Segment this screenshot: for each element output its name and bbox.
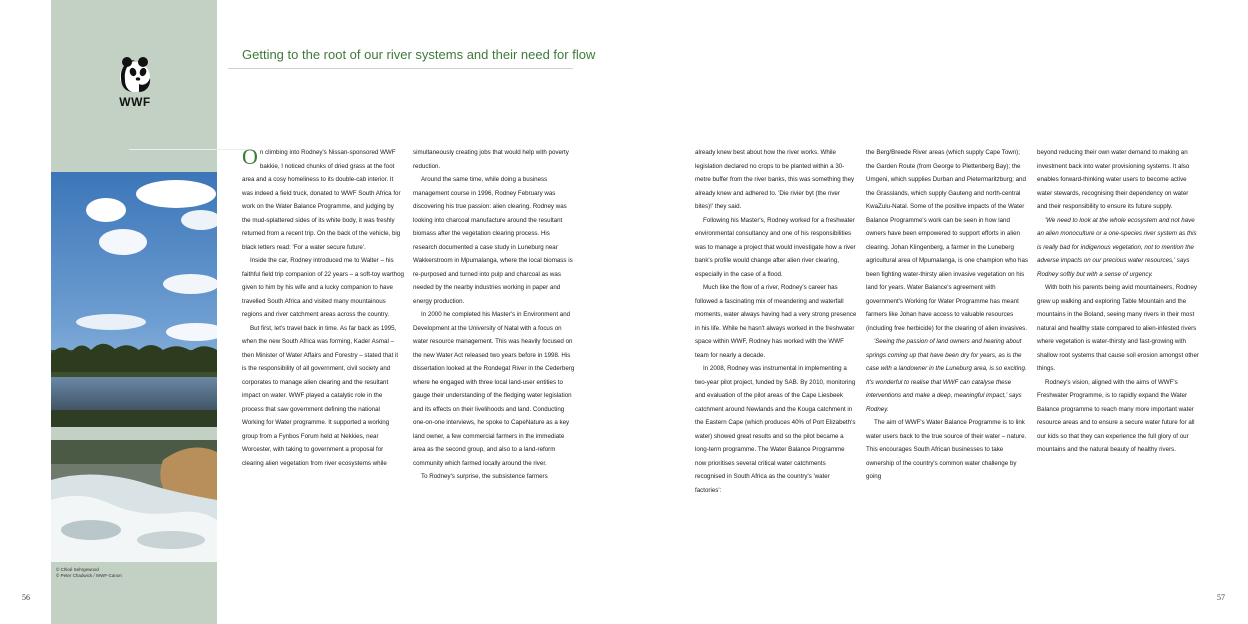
- paragraph: To Rodney's surprise, the subsistence farmers: [421, 473, 548, 480]
- paragraph: Following his Master's, Rodney worked for a freshwater environmental consultancy and one of his responsibilities was to manage a project that would investigate how a river bank's profile would change after alien river clearing, especially in the case of a flood.: [695, 216, 856, 278]
- paragraph: In 2008, Rodney was instrumental in implementing a two-year pilot project, funded by SAB. By 2010, monitoring and evaluation of the pilot areas of the Cape Liesbeek catchment around Newlands and the Kouga catchment in the Eastern Cape (which produces 40% of Port Elizabeth's water) showed great results and so the pilot became a long-term programme. The Water Balance Programme now prioritises several critical water catchments recognised in South Africa as the country's 'water factories':: [695, 365, 856, 494]
- paragraph: simultaneously creating jobs that would help with poverty reduction.: [413, 149, 569, 170]
- panda-icon: [115, 54, 155, 94]
- article-column-4: [866, 146, 1028, 484]
- paragraph: With both his parents being avid mountaineers, Rodney grew up walking and exploring Table Mountain and the mountains in the Boland, seeing many rivers in their most natural and healthy state compared to alien-infested rivers where vegetation is water-thirsty and fast-growing with shallow root systems that cause soil erosion amongst other things.: [1037, 284, 1199, 372]
- article-column-1: [242, 146, 404, 470]
- article-headline: Getting to the root of our river systems and their need for flow: [242, 47, 596, 62]
- river-rapids-photo: [51, 440, 217, 562]
- paragraph: Inside the car, Rodney introduced me to Walter – his faithful field trip companion of 22 years – a soft-toy warthog given to him by his wife and a lucky companion to have travelled South Africa and visited many mountainous regions and river catchment areas across the country.: [242, 257, 404, 318]
- page-number-left: 56: [22, 593, 30, 602]
- paragraph: beyond reducing their own water demand to making an investment back into water provisioning systems. It also enables forward-thinking water users to become active water stewards, recognising their dependency on water and their responsibility to ensure its future supply.: [1037, 149, 1190, 210]
- paragraph: Rodney's vision, aligned with the aims of WWF's Freshwater Programme, is to rapidly expand the Water Balance programme to reach many more important water resource areas and to ensure a secure water future for all our kids so that they can experience the full glory of our mountains and the natural beauty of healthy rivers.: [1037, 378, 1195, 453]
- logo-wordmark: WWF: [119, 95, 151, 109]
- paragraph: already knew best about how the river works. While legislation declared no crops to be planted within a 30-metre buffer from the river banks, this was something they already knew and adhered to. 'Die rivier byt (the river bites)!' they said.: [695, 149, 855, 210]
- paragraph: The aim of WWF's Water Balance Programme is to link water users back to the true source of their water – nature. This encourages South African businesses to take ownership of the country's common water challenge by going: [866, 419, 1027, 480]
- credit-line: © Chloé Sehrgewood: [56, 567, 99, 572]
- article-column-5: [1037, 146, 1199, 457]
- credit-line: © Peter Chadwick / WWF-Canon: [56, 573, 122, 578]
- quote-paragraph: 'Seeing the passion of land owners and hearing about springs coming up that have been dry for years, as is the case with a landowner in the Luneburg area, is so exciting. It's wonderful to realise that WWF can catalyse these interventions and make a deep, meaningful impact,' says Rodney.: [866, 338, 1027, 413]
- page-number-right: 57: [1217, 593, 1225, 602]
- drop-cap: O: [242, 144, 258, 169]
- wetland-photo: [51, 172, 217, 427]
- article-column-2: [413, 146, 575, 484]
- paragraph: Much like the flow of a river, Rodney's career has followed a fascinating mix of meandering and waterfall moments, water always having had a very strong presence in his life. While he hasn't always worked in the freshwater space within WWF, Rodney has worked with the WWF team for nearly a decade.: [695, 284, 857, 359]
- headline-rule: [228, 68, 573, 69]
- paragraph: But first, let's travel back in time. As far back as 1995, when the new South Africa was forming, Kader Asmal – then Minister of Water Affairs and Forestry – stated that it is the responsibility of all government, civil society and corporates to manage alien clearing and the resultant impact on water. WWF played a catalytic role in the process that saw government defining the national Working for Water programme. It supported a working group from a Fynbos Forum held at Nekkies, near Worcester, with taking to government a proposal for clearing alien vegetation from river ecosystems while: [242, 324, 399, 467]
- paragraph: In 2000 he completed his Master's in Environment and Development at the University of Natal with a focus on water resource management. This was heavily focused on the new Water Act released two years before in 1998. His dissertation looked at the Rondegat River in the Cederberg where he engaged with three local land-user entities to gauge their understanding of the fledging water legislation and its effects on their livelihoods and land. Conducting one-on-one interviews, he spoke to CapeNature as a key land owner, a few commercial farmers in the immediate area as the second group, and also to a land-reform community which farmed locally around the river.: [413, 311, 575, 467]
- sidebar-divider: [129, 149, 247, 150]
- article-column-3: [695, 146, 857, 497]
- photo-credits: [56, 567, 122, 579]
- paragraph: On climbing into Rodney's Nissan-sponsored WWF bakkie, I noticed chunks of dried grass at the foot area and a cosy homeliness to its double-cab interior. It was indeed a field truck, donated to WWF South Africa for work on the Water Balance Programme, and judging by the mud-splattered sides of its white body, it was freshly returned from a recent trip. On the back of the vehicle, big black letters read: 'For a water secure future'.: [242, 144, 401, 251]
- paragraph: the Berg/Breede River areas (which supply Cape Town); the Garden Route (from George to Plettenberg Bay); the Umgeni, which supplies Durban and Pietermaritzburg; and the Grasslands, which supply Gauteng and north-central KwaZulu-Natal. Some of the positive impacts of the Water Balance Programme's work can be seen in how land owners have been empowered to support efforts in alien clearing. Johan Klingenberg, a farmer in the Luneberg agricultural area of Mpumalanga, is one champion who has been fighting water-thirsty alien invasive vegetation on his land for years. Water Balance's agreement with government's Working for Water Programme has meant farmers like Johan have access to valuable resources (including free herbicide) for the clearing of alien invasives.: [866, 149, 1028, 332]
- wwf-logo: [115, 54, 155, 110]
- quote-paragraph: 'We need to look at the whole ecosystem and not have an alien monoculture or a one-species river system as this is really bad for indigenous vegetation, not to mention the adverse impacts on our precious water resources,' says Rodney softly but with a sense of urgency.: [1037, 216, 1197, 278]
- paragraph: Around the same time, while doing a business management course in 1996, Rodney February was discovering his true passion: alien clearing. Rodney was looking into charcoal manufacture around the resultant biomass after the vegetation clearing process. His research documented a case study in Luneburg near Wakkerstroom in Mpumalanga, where the local biomass is re-purposed and turned into pulp and charcoal as was needed by the nearby industries working in paper and energy production.: [413, 176, 573, 305]
